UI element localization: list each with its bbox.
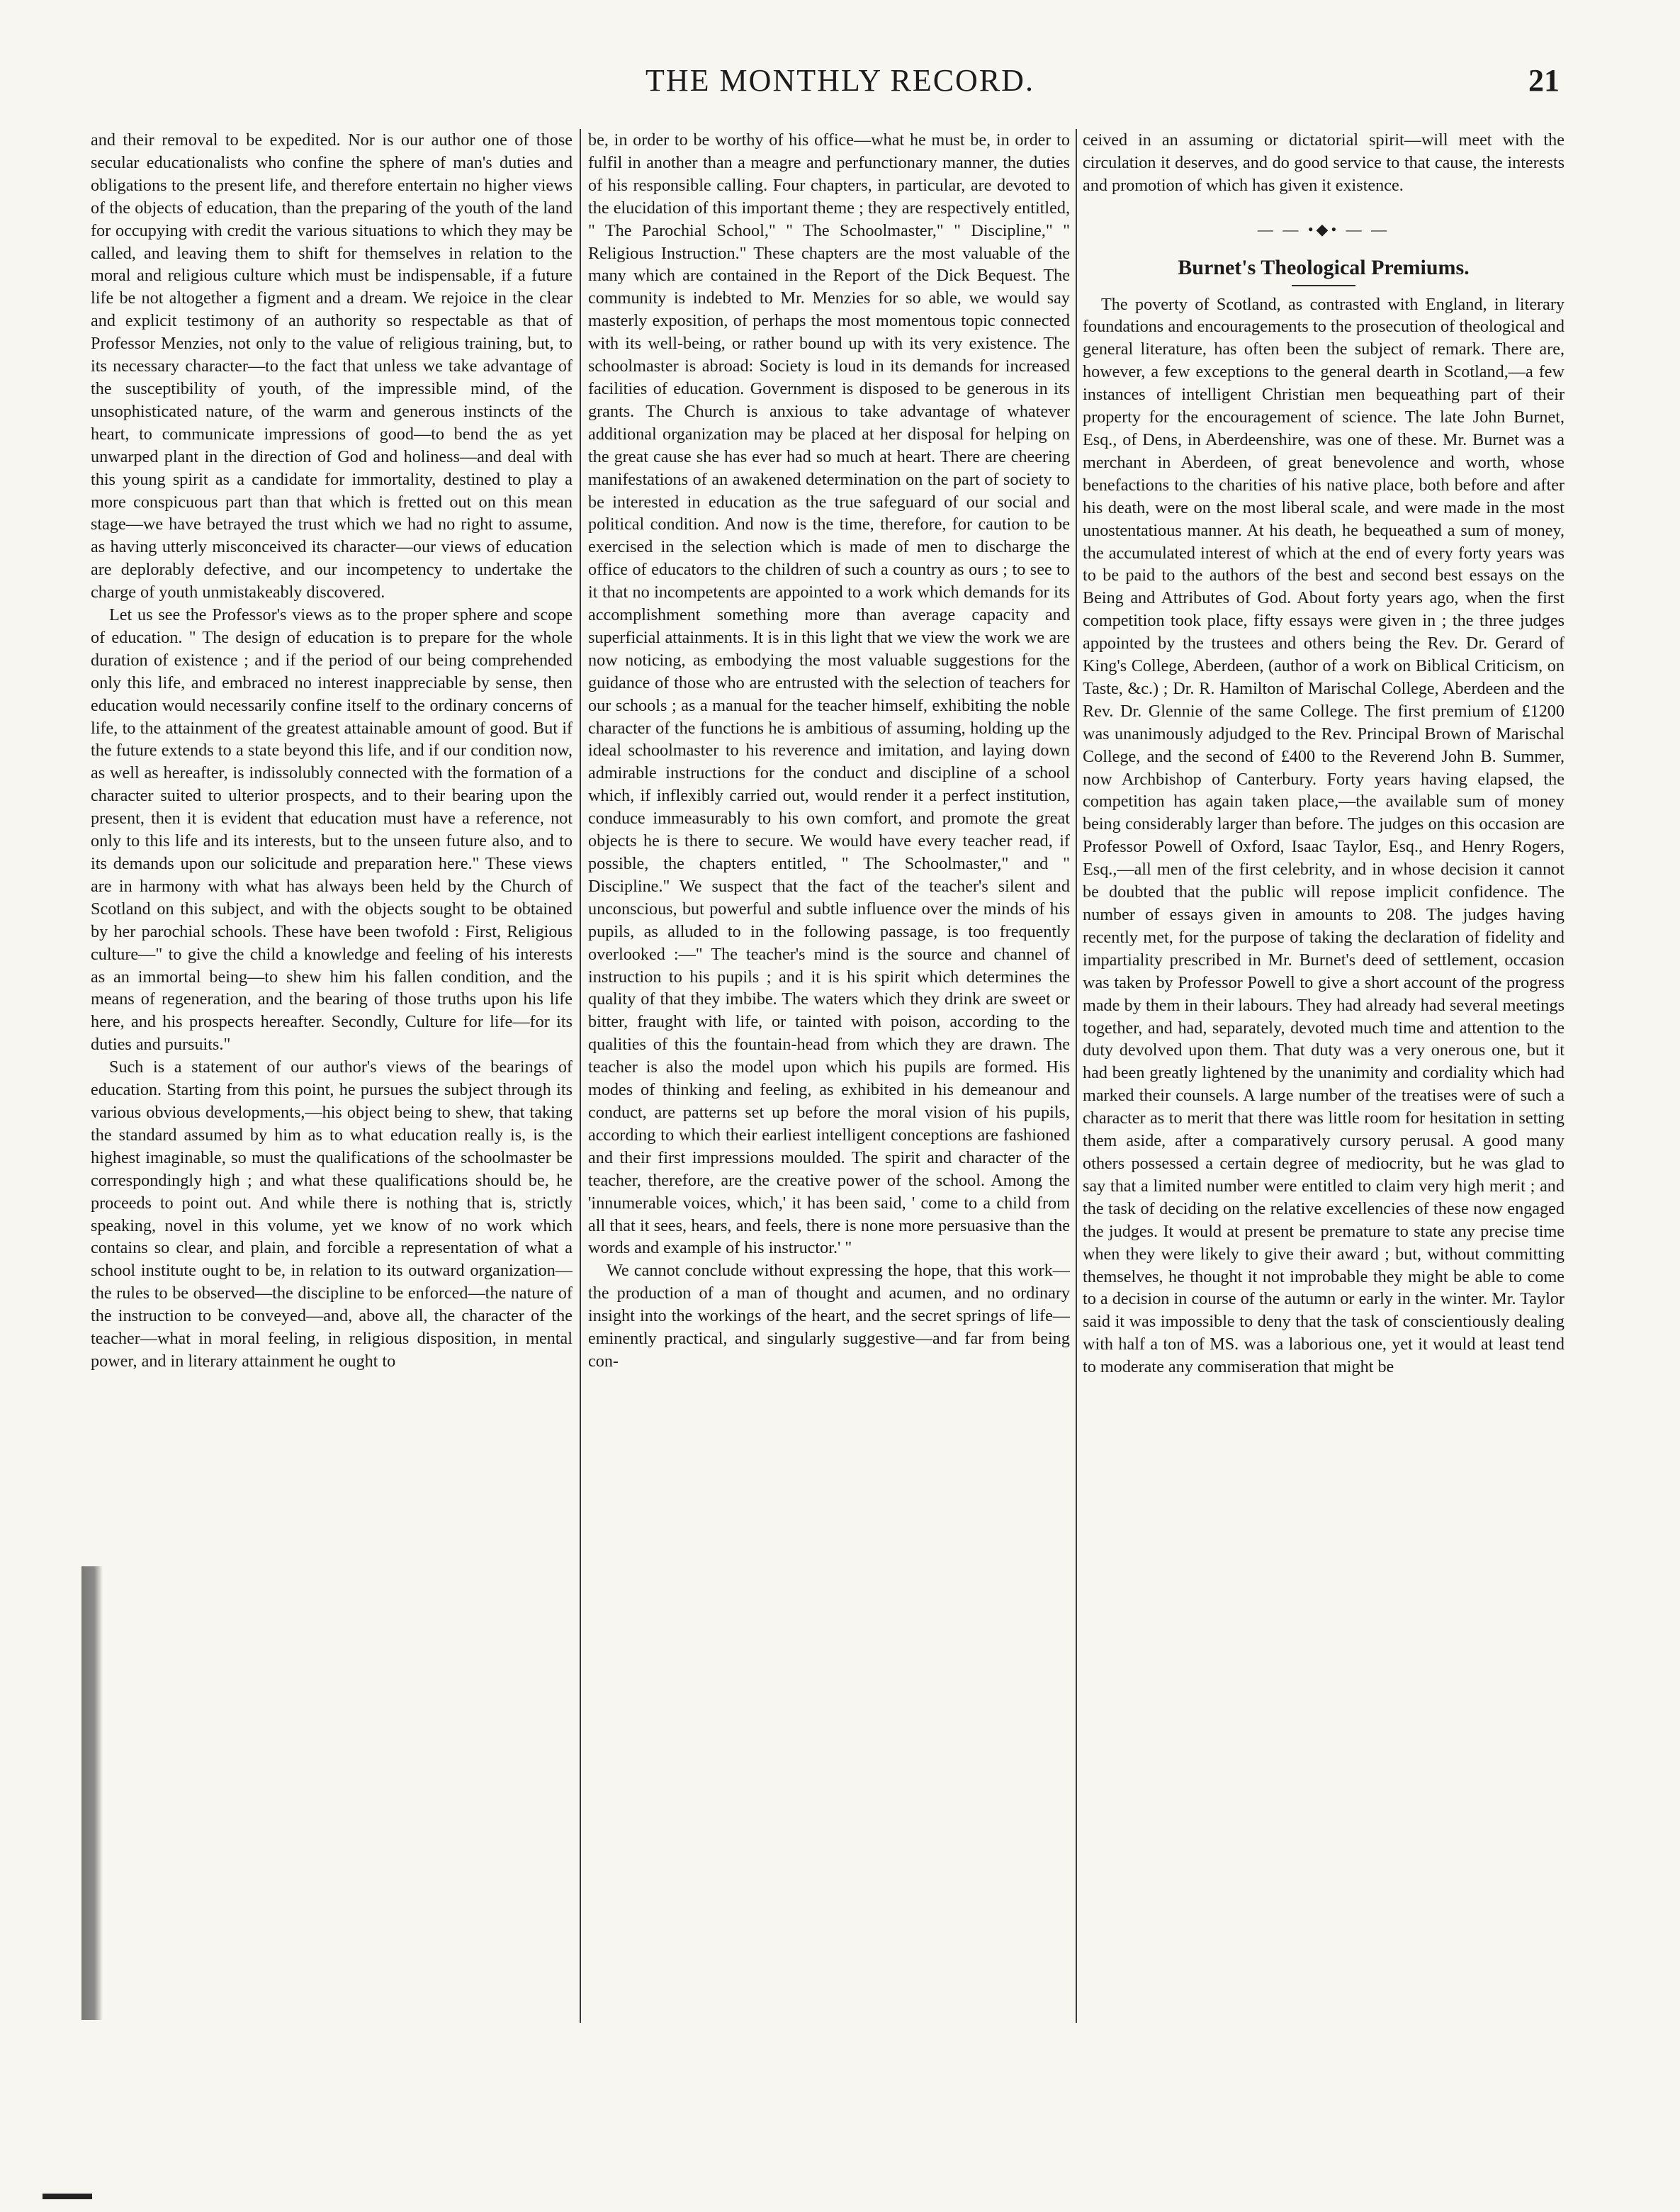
paragraph-professor-views: Let us see the Professor's views as to the proper sphere and scope of education. " The design of education is to prepare for the whole duration of existence ; and if the period of our being comprehended only this life, and embraced no interest inappreciable by sense, then education would necessarily confine itself to the ordinary concerns of life, to the attainment of the greatest attainable amount of good. But if the future extends to a state beyond this life, and if our condition now, as well as hereafter, is indissolubly connected with the formation of a character suited to ulterior prospects, and to their bearing upon the present, then it is evident that education must have a reference, not only to this life and its interests, but to the unseen future also, and to its demands upon our solicitude and preparation here." These views are in harmony with what has always been held by the Church of Scotland on this subject, and with the objects sought to be obtained by her parochial schools. These have been twofold : First, Religious culture—" to give the child a knowledge and feeling of his interests as an immortal being—to shew him his fallen condition, and the means of regeneration, and the bearing of those truths upon his life here, and his prospects hereafter. Secondly, Culture for life—for its duties and pursuits." <box>91 605 573 1055</box>
paragraph-authors-views: Such is a statement of our author's views of the bearings of education. Starting from this point, he pursues the subject through its various obvious developments,—his object being to shew, that taking the standard assumed by him as to what education really is, is the highest imaginable, so must the qualifications of the schoolmaster be correspondingly high ; and what these qualifications should be, he proceeds to point out. And while there is nothing that is, strictly speaking, novel in this volume, yet we know of no work which contains so clear, and plain, and forcible a representation of what a school institute ought to be, in relation to its outward organization—the rules to be observed—the discipline to be enforced—the nature of the instruction to be conveyed—and, above all, the character of the teacher—what in moral feeling, in religious disposition, in mental power, and in literary attainment he ought to <box>91 1057 573 1371</box>
text-column-3 <box>1083 129 1565 2021</box>
running-title: THE MONTHLY RECORD. <box>645 63 1035 98</box>
paragraph-continued: and their removal to be expedited. Nor is our author one of those secular educationalists who confine the sphere of man's duties and obligations to the present life, and therefore entertain no higher views of the objects of education, than the preparing of the youth of the land for occupying with credit the various situations to which they may be called, and leaving them to shift for themselves in relation to the moral and religious culture which must be indispensable, if a future life be not altogether a figment and a dream. We rejoice in the clear and explicit testimony of an authority so respectable as that of Professor Menzies, not only to the value of religious training, but, to its necessary character—to the fact that unless we take advantage of the susceptibility of youth, of the impressible mind, of the unsophisticated nature, of the warm and generous instincts of the heart, to communicate impressions of good—to bend the as yet unwarped plant in the direction of God and holiness—and deal with this young spirit as a candidate for immortality, destined to play a more conspicuous part than that which is fretted out on this mean stage—we have betrayed the trust which we had no right to assume, as having utterly misconceived its character—our views of education are deplorably defective, and our incompetency to undertake the charge of youth unmistakeably discovered. <box>91 130 573 602</box>
paragraph-review-end: ceived in an assuming or dictatorial spirit—will meet with the circulation it deserves, and do good service to that cause, the interests and promotion of which has given it existence. <box>1083 130 1565 195</box>
section-heading: Burnet's Theological Premiums. <box>1178 255 1470 279</box>
text-column-1 <box>91 129 573 2021</box>
heading-rule <box>1292 285 1355 286</box>
scan-mark <box>43 2194 92 2199</box>
text-column-2 <box>588 129 1070 2021</box>
scan-shadow <box>81 1566 103 2020</box>
paragraph-conclusion: We cannot conclude without expressing the hope, that this work—the production of a man of thought and acumen, and no ordinary insight into the workings of the heart, and the secret springs of life—eminently practical, and singularly suggestive—and far from being con- <box>588 1261 1070 1371</box>
section-ornament: — — •◆• — — <box>1257 220 1390 238</box>
column-divider-2 <box>1076 129 1077 2023</box>
paragraph-schoolmaster-office: be, in order to be worthy of his office—what he must be, in order to fulfil in another than a meagre and perfunctionary manner, the duties of his responsible calling. Four chapters, in particular, are devoted to the elucidation of this important theme ; they are respectively entitled, " The Parochial School," " The Schoolmaster," " Discipline," " Religious Instruction." These chapters are the most valuable of the many which are contained in the Report of the Dick Bequest. The community is indebted to Mr. Menzies for so able, we would say masterly exposition, of perhaps the most momentous topic connected with its well-being, or rather bound up with its very existence. The schoolmaster is abroad: Society is loud in its demands for increased facilities of education. Government is disposed to be generous in its grants. The Church is anxious to take advantage of whatever additional organization may be placed at her disposal for helping on the great cause she has ever had so much at heart. There are cheering manifestations of an awakened determination on the part of society to be interested in education as the true safeguard of our social and political condition. And now is the time, therefore, for caution to be exercised in the selection which is made of men to discharge the office of educators to the children of such a country as ours ; to see to it that no incompetents are appointed to a work which demands for its accomplishment something more than average capacity and superficial attainments. It is in this light that we view the work we are now noticing, as embodying the most valuable suggestions for the guidance of those who are entrusted with the selection of teachers for our schools ; as a manual for the teacher himself, exhibiting the noble character of the functions he is ambitious of assuming, holding up the ideal schoolmaster to his reverence and imitation, and laying down admirable instructions for the conduct and discipline of a school which, if inflexibly carried out, would render it a perfect institution, conduce immeasurably to his own comfort, and promote the great objects he is there to secure. We would have every teacher read, if possible, the chapters entitled, " The Schoolmaster," and " Discipline." We suspect that the fact of the teacher's silent and unconscious, but powerful and subtle influence over the minds of his pupils, as alluded to in the following passage, is too frequently overlooked :—" The teacher's mind is the source and channel of instruction to his pupils ; and it is his spirit which determines the quality of that they imbibe. The waters which they drink are sweet or bitter, fraught with life, or tainted with poison, according to the qualities of this the fountain-head from which they are drawn. The teacher is also the model upon which his pupils are formed. His modes of thinking and feeling, as exhibited in his demeanour and conduct, are patterns set up before the moral vision of his pupils, according to which their earliest intelligent conceptions are fashioned and their first impressions moulded. The spirit and character of the teacher, therefore, are the creative power of the school. Among the 'innumerable voices, which,' it has been said, ' come to a child from all that it sees, hears, and feels, there is none more persuasive than the words and example of his instructor.' " <box>588 130 1070 1258</box>
paragraph-burnet-premiums: The poverty of Scotland, as contrasted with England, in literary foundations and encouragements to the prosecution of theological and general literature, has often been the subject of remark. There are, however, a few exceptions to the general dearth in Scotland,—a few instances of intelligent Christian men bequeathing part of their property for the encouragement of science. The late John Burnet, Esq., of Dens, in Aberdeenshire, was one of these. Mr. Burnet was a merchant in Aberdeen, of great benevolence and worth, whose benefactions to the charities of his native place, both before and after his death, were on the most liberal scale, and were made in the most unostentatious manner. At his death, he bequeathed a sum of money, the accumulated interest of which at the end of every forty years was to be paid to the authors of the best and second best essays on the Being and Attributes of God. About forty years ago, when the first competition took place, fifty essays were given in ; the three judges appointed by the trustees and others being the Rev. Dr. Gerard of King's College, Aberdeen, (author of a work on Biblical Criticism, on Taste, &c.) ; Dr. R. Hamilton of Marischal College, Aberdeen and the Rev. Dr. Glennie of the same College. The first premium of £1200 was unanimously adjudged to the Rev. Principal Brown of Marischal College, and the second of £400 to the Reverend John B. Summer, now Archbishop of Canterbury. Forty years having elapsed, the competition has again taken place,—the available sum of money being considerably larger than before. The judges on this occasion are Professor Powell of Oxford, Isaac Taylor, Esq., and Henry Rogers, Esq.,—all men of the first celebrity, and in whose decision it cannot be doubted that the public will repose implicit confidence. The number of essays given in amounts to 208. The judges having recently met, for the purpose of taking the declaration of fidelity and impartiality prescribed in Mr. Burnet's deed of settlement, occasion was taken by Professor Powell to give a short account of the progress made by them in their labours. They had already had several meetings together, and had, separately, devoted much time and attention to the duty devolved upon them. That duty was a very onerous one, but it had been greatly lightened by the unanimity and cordiality which had marked their counsels. A large number of the treatises were of such a character as to merit that there was little room for hesitation in setting them aside, after a comparatively cursory perusal. A good many others possessed a certain degree of mediocrity, but he was glad to say that a limited number were entitled to claim very high merit ; and the task of deciding on the relative excellencies of these now engaged the judges. It would at present be premature to state any precise time when they were likely to give their award ; but, without committing themselves, he thought it not improbable they might be able to come to a decision in course of the autumn or early in the winter. Mr. Taylor said it was impossible to deny that the task of conscientiously dealing with half a ton of MS. was a laborious one, yet it would at least tend to moderate any commiseration that might be <box>1083 294 1565 1377</box>
page-number: 21 <box>1528 63 1560 98</box>
column-divider-1 <box>580 129 581 2023</box>
